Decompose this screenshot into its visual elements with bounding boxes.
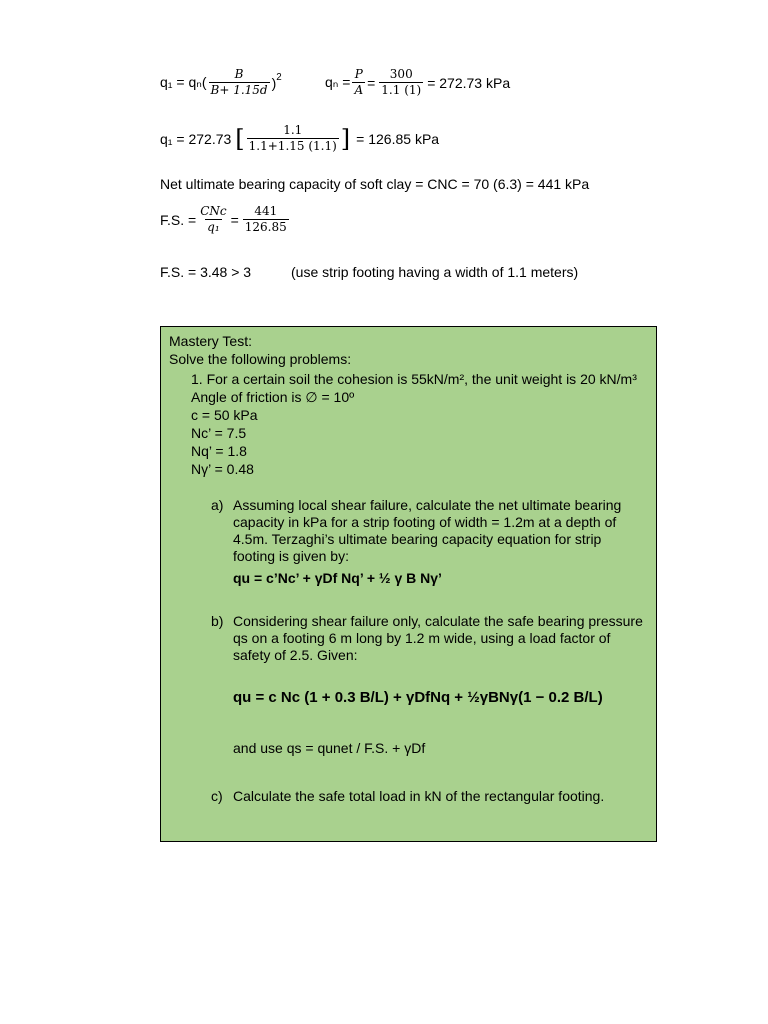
mastery-instruction: Solve the following problems: [169, 351, 352, 367]
part-a-line-1: Assuming local shear failure, calculate the net ultimate bearing [233, 497, 622, 513]
fs-fraction-symbolic [198, 205, 228, 235]
eq3-result: = 126.85 kPa [356, 130, 440, 147]
equation-q1-numeric [160, 124, 439, 154]
eq3-lhs: q₁ = 272.73 [160, 130, 232, 147]
equation-fs [160, 205, 291, 235]
mastery-title: Mastery Test: [169, 333, 252, 349]
eq1-tail: ) [271, 74, 277, 91]
fs-note: (use strip footing having a width of 1.1 meters) [291, 264, 579, 280]
part-c-label: c) [211, 788, 223, 804]
part-b-line-1: Considering shear failure only, calculate the safe bearing pressure [233, 613, 643, 629]
fs-lhs: F.S. = [160, 211, 197, 228]
part-b-line-3: safety of 2.5. Given: [233, 647, 358, 663]
eq2-fraction-pa [352, 68, 365, 98]
problem-1-ny: Nγ’ = 0.48 [191, 461, 254, 477]
fs-result-line: F.S. = 3.48 > 3 [160, 264, 252, 280]
eq2-fraction-values [379, 68, 423, 98]
problem-1-nc: Nc’ = 7.5 [191, 425, 247, 441]
eq3-denominator: 1.1+1.15 (1.1) [248, 138, 337, 153]
eq1-exponent: 2 [276, 72, 282, 83]
eq3-numerator: 1.1 [283, 123, 303, 137]
eq3-left-bracket: [ [235, 124, 245, 153]
equation-qn [325, 68, 510, 98]
part-a-label: a) [211, 497, 224, 513]
eq1-numerator: B [234, 67, 244, 81]
equation-q1-formula [160, 68, 282, 98]
fs-fraction-values [243, 205, 289, 235]
eq1-lhs: q₁ = qₙ( [160, 74, 207, 91]
net-ultimate-line: Net ultimate bearing capacity of soft clay = CNC = 70 (6.3) = 441 kPa [160, 176, 590, 192]
problem-1-nq: Nq’ = 1.8 [191, 443, 247, 459]
part-a-line-4: footing is given by: [233, 548, 349, 564]
eq2-lhs: qₙ = [325, 74, 351, 91]
eq3-fraction [247, 124, 339, 154]
eq2-num-300: 300 [389, 67, 413, 81]
part-b-formula: qu = c Nc (1 + 0.3 B/L) + γDfNq + ½γBNγ(1 − 0.2 B/L) [233, 689, 603, 706]
part-a-line-2: capacity in kPa for a strip footing of width = 1.2m at a depth of [233, 514, 617, 530]
fs-num-441: 441 [254, 204, 278, 218]
fs-den-q1: q₁ [207, 219, 220, 234]
fs-num-cnc: CNc [200, 204, 227, 218]
eq2-den-values: 1.1 (1) [381, 82, 422, 97]
eq3-right-bracket: ] [340, 124, 351, 153]
mastery-test-box [160, 326, 657, 842]
part-a-line-3: 4.5m. Terzaghi’s ultimate bearing capacity equation for strip [233, 531, 602, 547]
eq2-num-p: P [354, 67, 363, 81]
fs-equals: = [230, 211, 239, 228]
problem-1-cohesion: c = 50 kPa [191, 407, 258, 423]
problem-1-text: 1. For a certain soil the cohesion is 55kN/m², the unit weight is 20 kN/m³ [191, 371, 637, 387]
eq1-fraction [209, 68, 270, 98]
part-a-formula: qu = c’Nc’ + γDf Nq’ + ½ γ B Nγ’ [233, 570, 442, 586]
eq2-den-a: A [354, 82, 364, 97]
part-c-line: Calculate the safe total load in kN of the rectangular footing. [233, 788, 605, 804]
part-b-label: b) [211, 613, 224, 629]
problem-1-angle: Angle of friction is ∅ = 10º [191, 389, 355, 405]
eq2-equals: = [367, 74, 376, 91]
fs-den-12685: 126.85 [244, 219, 287, 234]
part-b-line-2: qs on a footing 6 m long by 1.2 m wide, using a load factor of [233, 630, 611, 646]
eq1-denominator: B+ 1.15d [210, 82, 268, 97]
part-b-use-formula: and use qs = qunet / F.S. + γDf [233, 740, 426, 756]
eq2-result: = 272.73 kPa [427, 74, 511, 91]
